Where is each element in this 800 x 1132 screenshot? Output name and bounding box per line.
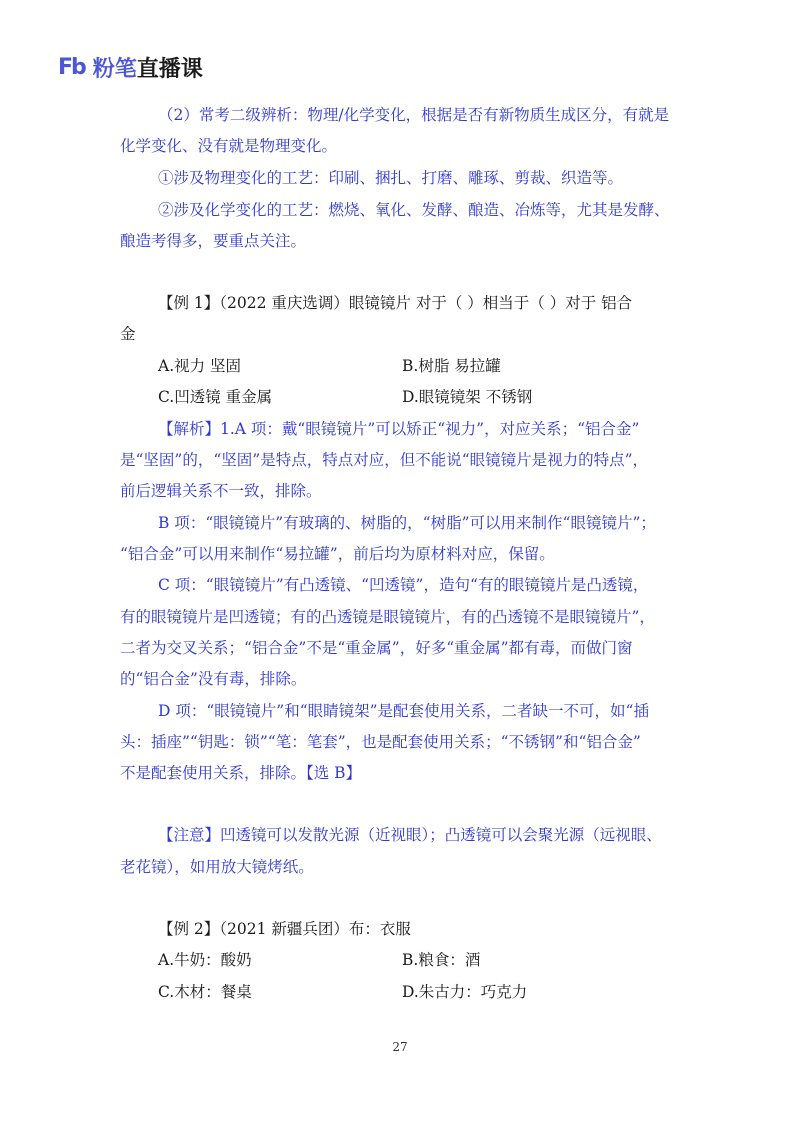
analysis-line: 头：插座”“钥匙：锁”“笔：笔套”，也是配套使用关系；“不锈钢”和“铝合金” [120, 733, 641, 751]
example2-option-d: D.朱古力：巧克力 [402, 983, 528, 1001]
analysis-line: “铝合金”可以用来制作“易拉罐”，前后均为原材料对应，保留。 [120, 545, 555, 563]
section-line: 化学变化、没有就是物理变化。 [120, 137, 338, 155]
example2-option-a: A.牛奶：酸奶 [158, 951, 252, 969]
example2-option-b: B.粮食：酒 [402, 951, 481, 969]
example2-option-c: C.木材：餐桌 [158, 983, 252, 1001]
example1-question: 【例 1】（2022 重庆选调）眼镜镜片 对于（ ）相当于（ ）对于 铝合 [158, 294, 633, 312]
example1-option-c: C.凹透镜 重金属 [158, 388, 273, 406]
logo-mark: Fb [58, 54, 85, 80]
note-line: 老花镜），如用放大镜烤纸。 [120, 858, 314, 876]
section-line: （2）常考二级辨析：物理/化学变化，根据是否有新物质生成区分，有就是 [158, 106, 670, 124]
section-line: ②涉及化学变化的工艺：燃烧、氧化、发酵、酿造、冶炼等，尤其是发酵、 [158, 201, 670, 219]
example1-option-d: D.眼镜镜架 不锈钢 [402, 388, 533, 406]
analysis-line: 前后逻辑关系不一致，排除。 [120, 482, 322, 500]
analysis-line: C 项：“眼镜镜片”有凸透镜、“凹透镜”，造句“有的眼镜镜片是凸透镜， [158, 576, 649, 594]
analysis-line: 二者为交叉关系；“铝合金”不是“重金属”，好多“重金属”都有毒，而做门窗 [120, 639, 633, 657]
analysis-line: 【解析】1.A 项：戴“眼镜镜片”可以矫正“视力”，对应关系；“铝合金” [158, 420, 640, 438]
logo-brand: 粉笔 [92, 56, 137, 82]
example1-option-a: A.视力 坚固 [158, 357, 242, 375]
analysis-line: 不是配套使用关系，排除。【选 B】 [120, 764, 362, 782]
analysis-line: D 项：“眼镜镜片”和“眼睛镜架”是配套使用关系，二者缺一不可，如“插 [158, 702, 649, 720]
logo-text [93, 52, 203, 83]
analysis-line: B 项：“眼镜镜片”有玻璃的、树脂的，“树脂”可以用来制作“眼镜镜片”； [158, 514, 656, 532]
logo-suffix: 直播课 [136, 56, 203, 82]
example2-question: 【例 2】（2021 新疆兵团）布：衣服 [158, 920, 411, 938]
analysis-line: 是“坚固”的，“坚固”是特点，特点对应，但不能说“眼镜镜片是视力的特点”， [120, 451, 649, 469]
note-line: 【注意】凹透镜可以发散光源（近视眼）；凸透镜可以会聚光源（远视眼、 [158, 826, 662, 844]
analysis-line: 的“铝合金”没有毒，排除。 [120, 670, 307, 688]
brand-logo [58, 50, 203, 84]
section-line: ①涉及物理变化的工艺：印刷、捆扎、打磨、雕琢、剪裁、织造等。 [158, 169, 624, 187]
example1-option-b: B.树脂 易拉罐 [402, 357, 501, 375]
example1-question-cont: 金 [120, 325, 136, 343]
section-line: 酿造考得多，要重点关注。 [120, 232, 307, 250]
analysis-line: 有的眼镜镜片是凹透镜；有的凸透镜是眼镜镜片，有的凸透镜不是眼镜镜片”， [120, 608, 655, 626]
page-number: 27 [392, 1040, 408, 1054]
